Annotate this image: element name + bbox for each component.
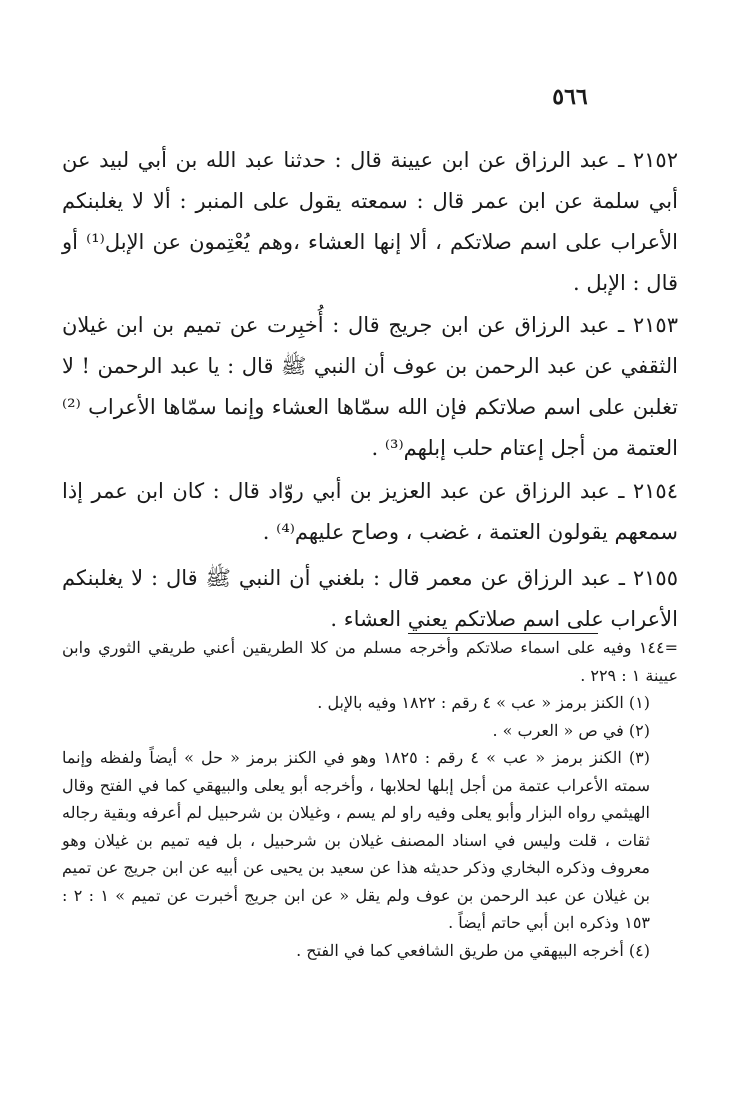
- hadith-2153: [62, 305, 678, 469]
- footnote-1: (١) الكنز برمز « عب » ٤ رقم : ١٨٢٢ وفيه بالإبل .: [317, 693, 650, 712]
- hadith-2155: [62, 558, 678, 640]
- footnote-3: (٣) الكنز برمز « عب » ٤ رقم : ١٨٢٥ وهو في الكنز برمز « حل » أيضاً ولفظه وإنما سمته الأعراب عتمة من أجل إبلها لحلابها ، وأخرجه أبو يعلى والبيهقي كما في الفتح وقال الهيثمي رواه البزار وأبو يعلى وفيه راو لم يسم ، وغيلان بن شرحبيل لم أعرفه وبقية رجاله ثقات ، قلت وليس في اسناد المصنف غيلان بن شرحبيل ، بل فيه تميم بن غيلان وهو معروف وذكره البخاري وذكر حديثه هذا عن سعيد بن يحيى عن أبيه عن ابن جريج عن تميم بن غيلان عن عبد الرحمن بن عوف ولم يقل « عن ابن جريج أخبرت عن تميم » ١ : ٢ : ١٥٣ وذكره ابن أبي حاتم أيضاً .: [62, 748, 651, 932]
- hadith-text: ٢١٥٢ ـ عبد الرزاق عن ابن عيينة قال : حدثنا عبد الله بن أبي لبيد عن أبي سلمة عن ابن عمر قال : سمعته يقول على المنبر : ألا لا يغلبنكم الأعراب على اسم صلاتكم ، ألا إنها العشاء ،وهم يُعْتِمون عن الإبل⁽¹⁾ أو قال : الإبل .: [62, 148, 679, 295]
- footnote-2: (٢) في ص « العرب » .: [492, 720, 650, 740]
- footnotes: [62, 634, 678, 964]
- page-number: ٥٦٦: [552, 84, 588, 110]
- hadith-text: ٢١٥٣ ـ عبد الرزاق عن ابن جريج قال : أُخبِرت عن تميم بن ابن غيلان الثقفي عن عبد الرحمن بن عوف أن النبي ﷺ قال : يا عبد الرحمن ! لا تغلبن على اسم صلاتكم فإن الله سمّاها العشاء وإنما سمّاها الأعراب ⁽²⁾ العتمة من أجل إعتام حلب إبلهم⁽³⁾ .: [62, 313, 678, 460]
- hadith-text: ٢١٥٤ ـ عبد الرزاق عن عبد العزيز بن أبي روّاد قال : كان ابن عمر إذا سمعهم يقولون العتمة ، غضب ، وصاح عليهم⁽⁴⁾ .: [62, 479, 678, 544]
- footnote-4: (٤) أخرجه البيهقي من طريق الشافعي كما في الفتح .: [296, 940, 650, 960]
- hadith-text: ٢١٥٥ ـ عبد الرزاق عن معمر قال : بلغني أن النبي ﷺ قال : لا يغلبنكم الأعراب على اسم صلاتكم يعني العشاء .: [62, 566, 678, 631]
- hadith-2154: [62, 471, 678, 553]
- footnote-continuation: =١٤٤ وفيه على اسماء صلاتكم وأخرجه مسلم من كلا الطريقين أعني طريقي الثوري وابن عيينة ١ : ٢٢٩ .: [62, 638, 679, 685]
- hadith-2152: [62, 140, 678, 304]
